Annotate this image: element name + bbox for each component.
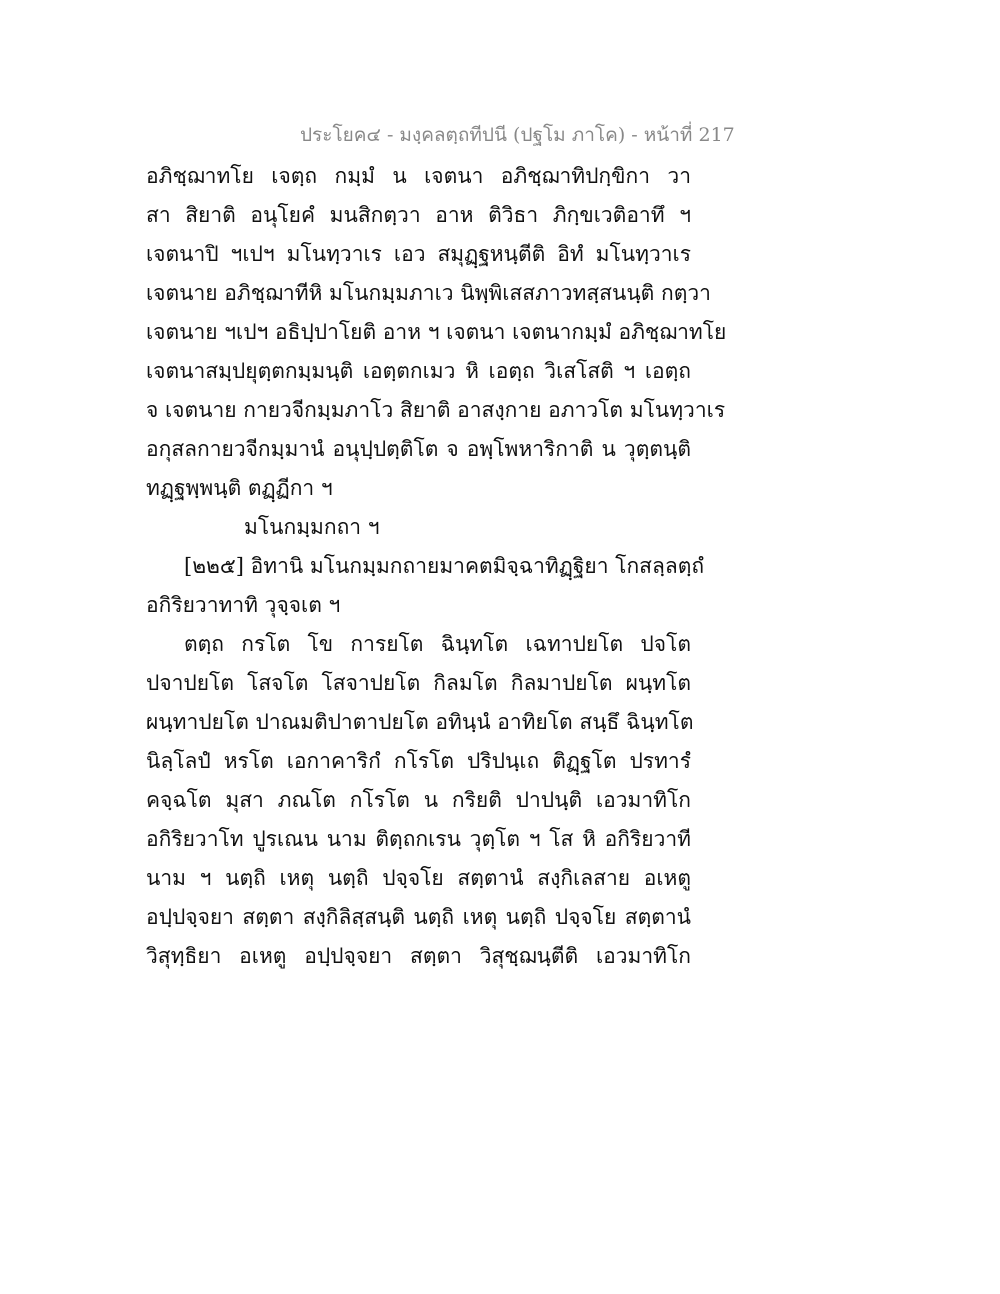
text-line: เจตนาสมฺปยุตฺตกมฺมนฺติ เอตฺตกเมว หิ เอตฺถ วิเสโสติ ฯ เอตฺถ [146, 359, 691, 383]
text-line: อปฺปจฺจยา สตฺตา สงฺกิลิสฺสนฺติ นตฺถิ เหตุ นตฺถิ ปจฺจโย สตฺตานํ [146, 905, 691, 929]
text-line: เจตนาย อภิชฺฌาทีหิ มโนกมฺมภาเว นิพฺพิเสสภาวทสฺสนนฺติ กตฺวา [146, 281, 711, 305]
text-line: อภิชฺฌาทโย เจตฺถ กมฺมํ น เจตนา อภิชฺฌาทิปกฺขิกา วา [146, 164, 691, 188]
text-line: วิสุทฺธิยา อเหตู อปฺปจฺจยา สตฺตา วิสุชฺฌนฺตีติ เอวมาทิโก [146, 944, 691, 968]
text-line: อกุสลกายวจีกมฺมานํ อนุปฺปตฺติโต จ อพฺโพหาริกาติ น วุตฺตนฺติ [146, 437, 691, 461]
text-line: ผนฺทาปยโต ปาณมติปาตาปยโต อทินฺนํ อาทิยโต สนฺธึ ฉินฺทโต [146, 710, 694, 734]
section-heading: มโนกมฺมกถา ฯ [244, 515, 380, 539]
body-text [146, 157, 727, 976]
text-line: ทฏฺฐพฺพนฺติ ตฏฺฏีกา ฯ [146, 476, 333, 500]
text-line: นิลฺโลปํ หรโต เอกาคาริกํ กโรโต ปริปนฺเถ ติฏฺฐโต ปรทารํ [146, 749, 691, 773]
paragraph-start-line: ตตฺถ กรโต โข การยโต ฉินฺทโต เฉทาปยโต ปจโต [184, 632, 691, 656]
text-line: นาม ฯ นตฺถิ เหตุ นตฺถิ ปจฺจโย สตฺตานํ สงฺกิเลสาย อเหตู [146, 866, 691, 890]
text-line: เจตนาปิ ฯเปฯ มโนทฺวาเร เอว สมุฏฺฐหนฺตีติ อิทํ มโนทฺวาเร [146, 242, 691, 266]
text-line: คจฺฉโต มุสา ภณโต กโรโต น กริยติ ปาปนฺติ เอวมาทิโก [146, 788, 691, 812]
text-line: อกิริยวาทาทิ วุจฺจเต ฯ [146, 593, 341, 617]
paragraph-start-line: [๒๒๕] อิทานิ มโนกมฺมกถายมาคตมิจฺฉาทิฏฺฐิยา โกสลฺลตฺถํ [184, 554, 705, 578]
text-line: จ เจตนาย กายวจีกมฺมภาโว สิยาติ อาสงฺกาย อภาวโต มโนทฺวาเร [146, 398, 726, 422]
text-line: สา สิยาติ อนุโยคํ มนสิกตฺวา อาห ติวิธา ภิกฺขเวติอาทึ ฯ [146, 203, 691, 227]
text-line: เจตนาย ฯเปฯ อธิปฺปาโยติ อาห ฯ เจตนา เจตนากมฺมํ อภิชฺฌาทโย [146, 320, 727, 344]
running-header: ประโยค๔ - มงฺคลตฺถทีปนี (ปฐโม ภาโค) - หน้าที่ 217 [300, 124, 735, 146]
text-line: ปจาปยโต โสจโต โสจาปยโต กิลมโต กิลมาปยโต ผนฺทโต [146, 671, 691, 695]
text-line: อกิริยวาโท ปูรเณน นาม ติตฺถกเรน วุตฺโต ฯ โส หิ อกิริยวาที [146, 827, 691, 851]
